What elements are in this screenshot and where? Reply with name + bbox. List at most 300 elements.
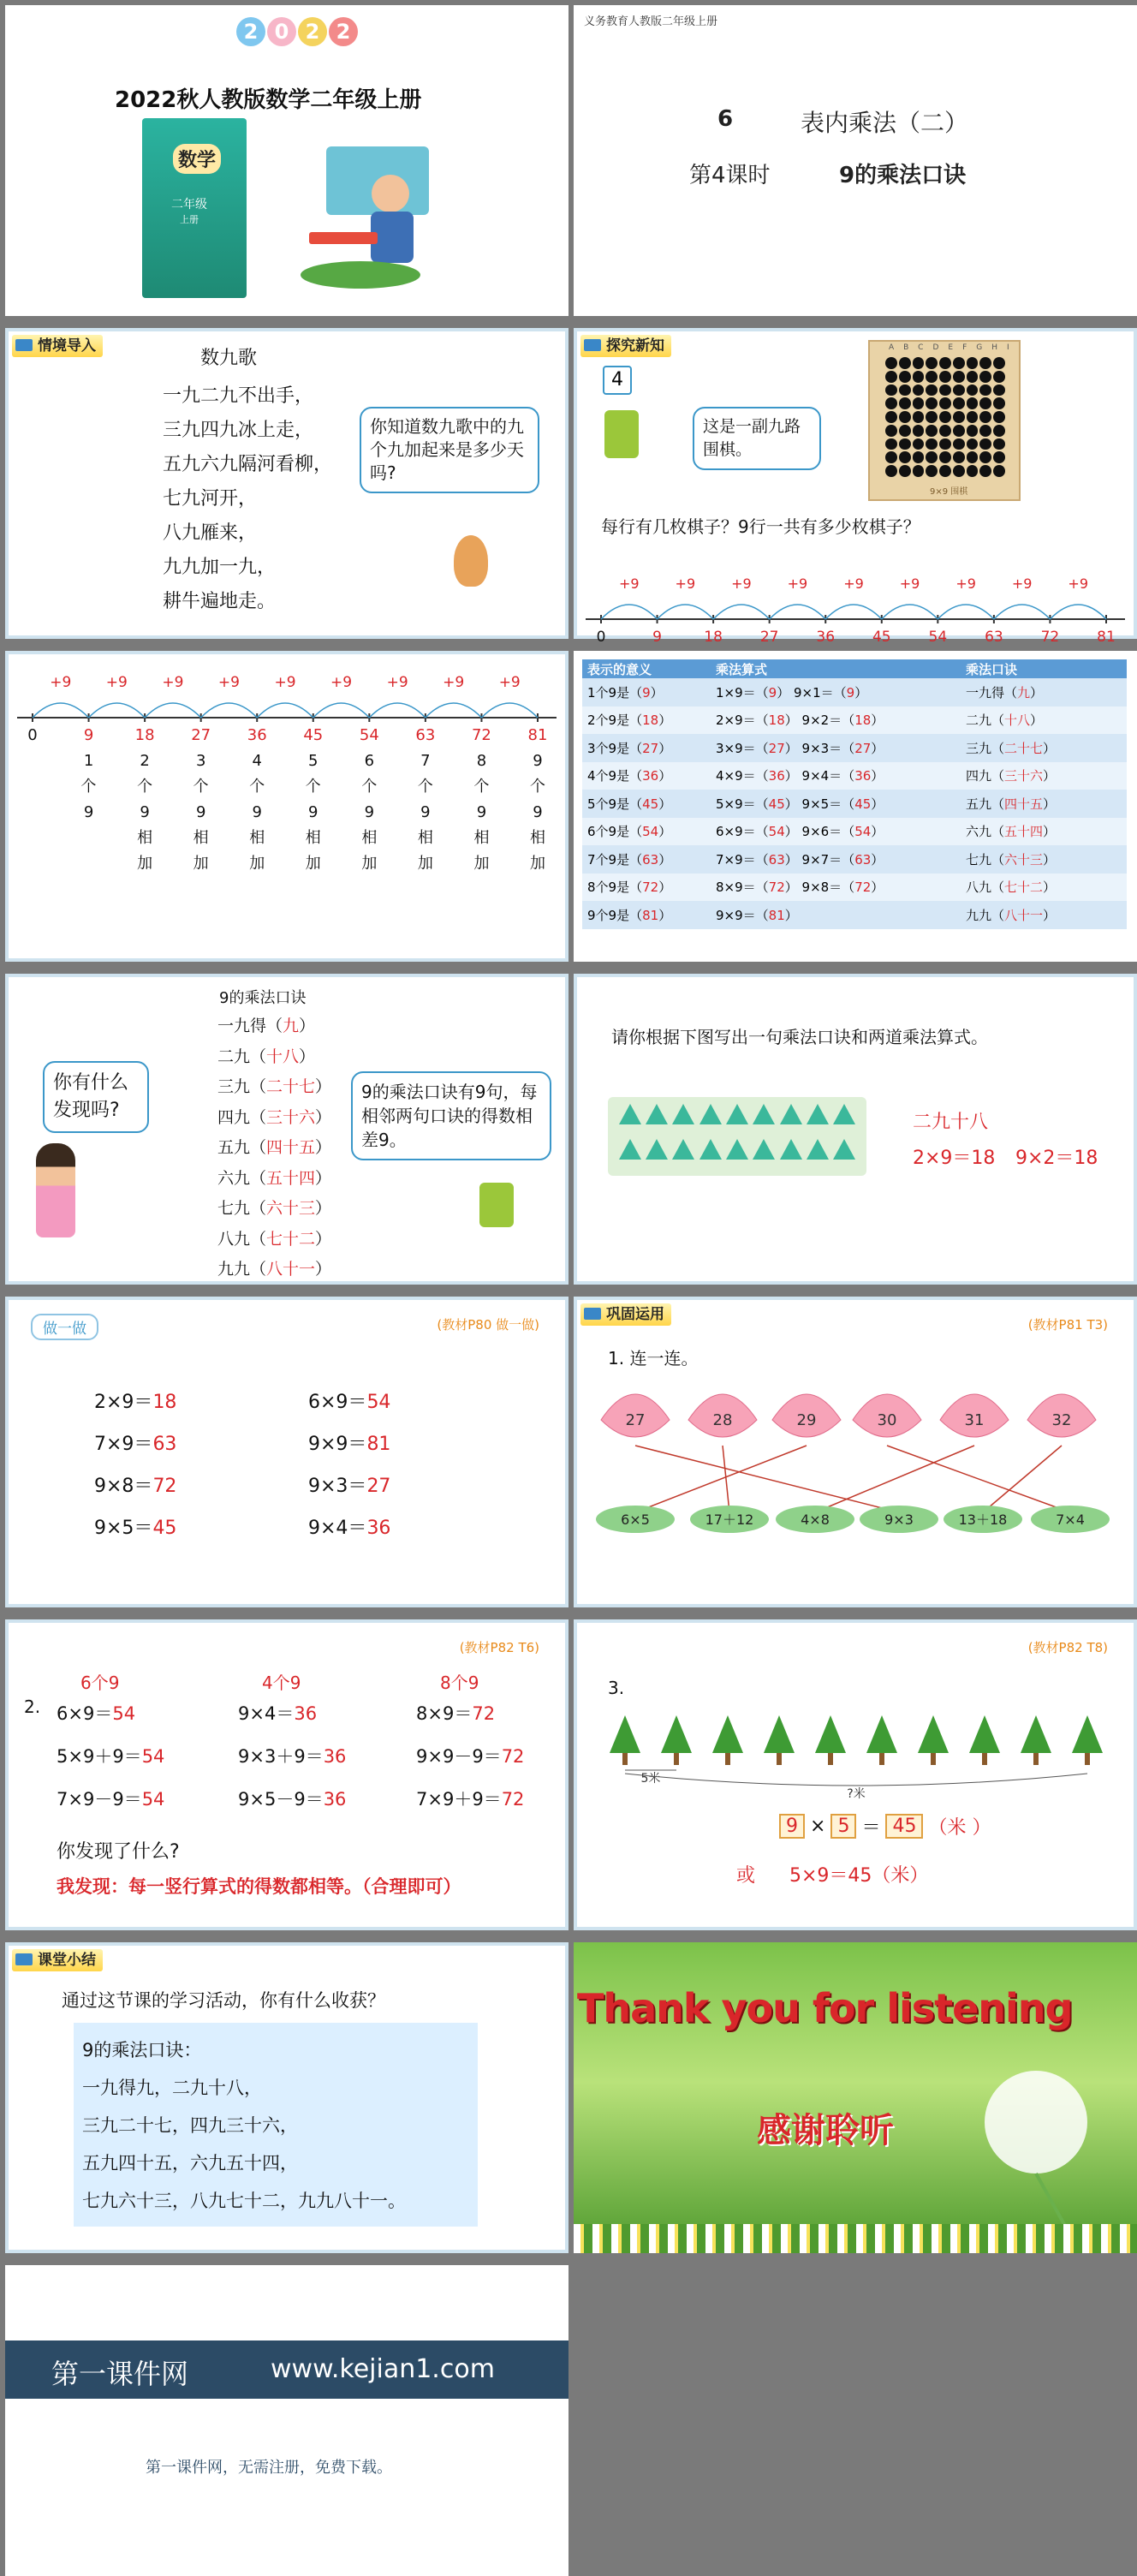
slide-footer — [5, 2265, 568, 2576]
poem-line: 五九六九隔河看柳， — [163, 454, 333, 475]
triangle-icon — [726, 1104, 748, 1124]
triangle-icon — [780, 1104, 802, 1124]
meaning-cell — [582, 734, 711, 762]
cell-text: 9×8＝（ — [801, 880, 855, 896]
cell-text: 9×7＝（ — [801, 851, 855, 868]
flower-label: 28 — [712, 1411, 733, 1429]
jump-label: +9 — [162, 674, 184, 691]
bear-character-icon — [454, 535, 488, 587]
stone — [913, 451, 925, 463]
operator: × — [810, 1816, 826, 1837]
stone — [967, 438, 979, 450]
tick-label: 81 — [1097, 629, 1116, 646]
table-row — [582, 845, 1127, 874]
exercise-item — [308, 1429, 488, 1456]
stone — [926, 451, 938, 463]
stone — [967, 397, 979, 409]
stone — [913, 465, 925, 477]
thanks-chinese: 感谢聆听 — [757, 2111, 894, 2150]
stone — [967, 385, 979, 397]
group-label: 个 — [193, 778, 209, 796]
jump-label: +9 — [274, 674, 296, 691]
stone — [993, 371, 1005, 383]
match-line — [635, 1446, 807, 1512]
tree-icon — [610, 1715, 640, 1753]
cell-text: 一九得（ — [966, 684, 1018, 701]
tree-icon — [1021, 1715, 1051, 1753]
koujue-item — [217, 1194, 331, 1225]
exercise-text: 7×9＝ — [94, 1434, 153, 1455]
table-row — [582, 678, 1127, 707]
table-row — [582, 818, 1127, 846]
jump-arc — [481, 703, 538, 718]
koujue-text: 八九（ — [217, 1229, 267, 1249]
stone — [967, 451, 979, 463]
equation-cell — [711, 678, 959, 707]
col-header: 乘法算式 — [716, 661, 768, 677]
triangle-icon — [833, 1139, 855, 1160]
koujue-cell — [959, 762, 1127, 790]
cell-answer: 36 — [768, 768, 785, 784]
cell-text: ） — [658, 713, 672, 729]
group-label: 9 — [83, 803, 94, 821]
stone — [899, 438, 911, 450]
slide-title — [574, 5, 1137, 316]
cell-text: 4×9＝（ — [716, 768, 769, 784]
cell-answer: 45 — [854, 796, 872, 812]
cell-text: 2个9是（ — [587, 713, 643, 729]
jump-arc — [257, 703, 313, 718]
jump-label: +9 — [899, 575, 920, 592]
tree-icon — [918, 1715, 949, 1753]
koujue-answer: 三十六 — [266, 1107, 316, 1127]
group-label: 相 — [530, 829, 545, 847]
triangle-icon — [807, 1139, 829, 1160]
koujue-cell — [959, 790, 1127, 818]
cell-answer: 九 — [1017, 684, 1031, 701]
exercise-answer: 81 — [366, 1434, 391, 1455]
exercise-answer: 54 — [366, 1392, 391, 1413]
koujue-text: 九九（ — [217, 1260, 267, 1279]
tree-trunk — [1085, 1753, 1090, 1765]
operator: ＝ — [861, 1817, 881, 1839]
group-label: 9 — [252, 803, 262, 821]
match-line — [887, 1446, 1070, 1512]
board-grid — [885, 357, 1005, 477]
section-tag: 做一做 — [31, 1314, 98, 1340]
cell-answer: 9 — [768, 684, 777, 701]
jump-arc — [1050, 605, 1106, 619]
group-label: 1 — [83, 752, 94, 770]
group-label: 6 — [364, 752, 375, 770]
koujue-answer: 四十五 — [266, 1138, 316, 1157]
exercise-text: 7×9＋9＝ — [416, 1789, 502, 1810]
example-number: 4 — [603, 366, 632, 395]
stone — [885, 385, 897, 397]
stone — [926, 438, 938, 450]
prompt: 请你根据下图写出一句乘法口诀和两道乘法算式。 — [611, 1027, 988, 1047]
cell-text: 9×4＝（ — [801, 768, 855, 784]
stone — [885, 411, 897, 423]
group-label: 加 — [305, 855, 321, 873]
stone — [913, 411, 925, 423]
jump-arc — [882, 605, 938, 619]
number-line — [577, 537, 1134, 646]
cell-answer: 18 — [854, 713, 872, 729]
exercise-answer: 72 — [152, 1476, 177, 1497]
jump-arc — [601, 605, 658, 619]
poem-line: 七九河开， — [163, 488, 258, 510]
cell-text: ） — [871, 880, 884, 896]
stone — [993, 451, 1005, 463]
cell-text: ） — [658, 880, 672, 896]
alternative-label: 或 — [736, 1865, 756, 1887]
exercise-answer: 72 — [501, 1746, 525, 1767]
group-label: 9 — [308, 803, 318, 821]
cell-text: ） — [871, 824, 884, 840]
tick-label: 54 — [359, 726, 379, 744]
box-title: 9的乘法口诀： — [82, 2040, 202, 2060]
tick-label: 0 — [596, 629, 606, 646]
jump-arc — [713, 605, 770, 619]
stone — [953, 451, 965, 463]
question: 1. 连一连。 — [608, 1348, 699, 1368]
equation-cell — [711, 874, 959, 902]
koujue-item — [217, 1011, 331, 1042]
koujue-cell — [959, 678, 1127, 707]
table-row — [582, 734, 1127, 762]
koujue-item — [217, 1225, 331, 1255]
poem-line: 一九二九不出手， — [163, 385, 314, 407]
group-label: 加 — [137, 855, 153, 873]
column-header: 6个9 — [80, 1673, 120, 1693]
total-label: ?米 — [847, 1787, 866, 1801]
exercise-answer: 36 — [323, 1789, 347, 1810]
cell-text: 8个9是（ — [587, 880, 643, 896]
tick-label: 18 — [134, 726, 155, 744]
answer-box: 45 — [885, 1814, 923, 1839]
exercise-number: 2. — [24, 1696, 41, 1717]
tick-label: 36 — [816, 629, 836, 646]
stone — [899, 411, 911, 423]
stone — [993, 411, 1005, 423]
cell-text: ） — [1043, 740, 1057, 756]
koujue-text: ） — [315, 1260, 332, 1279]
brand-name: 第一课件网 — [51, 2358, 189, 2390]
exercise-item — [238, 1786, 346, 1811]
jump-arc — [658, 605, 714, 619]
stone — [939, 357, 951, 369]
thanks-english: Thank you for listening — [577, 1985, 1073, 2031]
jump-arc — [426, 703, 482, 718]
stone — [953, 385, 965, 397]
poem-line: 八九雁来， — [163, 522, 258, 544]
cell-text: ） — [1043, 851, 1057, 868]
tick-label: 63 — [985, 629, 1003, 646]
stone — [979, 438, 991, 450]
slide-number-line — [5, 651, 568, 962]
brand-url[interactable]: www.kejian1.com — [271, 2354, 495, 2384]
stone — [913, 438, 925, 450]
exercise-text: 9×3＋9＝ — [238, 1746, 324, 1767]
koujue-answer: 二十七 — [266, 1077, 316, 1096]
finding: 我发现：每一竖行算式的得数都相等。（合理即可） — [57, 1876, 461, 1897]
koujue-answer: 八十一 — [266, 1260, 316, 1279]
meaning-cell — [582, 762, 711, 790]
year-badge — [236, 17, 358, 46]
balloon: 2 — [298, 17, 327, 46]
jump-label: +9 — [843, 575, 864, 592]
unit: （米 ） — [928, 1817, 991, 1839]
cover-title: 2022秋人教版数学二年级上册 — [115, 87, 422, 113]
stone — [967, 357, 979, 369]
koujue-cell — [959, 818, 1127, 846]
lesson-number: 第4课时 — [689, 163, 771, 188]
stone — [979, 357, 991, 369]
leaf-label: 6×5 — [621, 1512, 650, 1528]
group-label: 加 — [417, 855, 433, 873]
tree-trunk — [828, 1753, 833, 1765]
koujue-answer: 六十三 — [266, 1199, 316, 1218]
student-reading-illustration — [292, 129, 463, 301]
book-title: 数学 — [173, 144, 221, 174]
cell-text: ） — [784, 796, 802, 812]
group-label: 个 — [473, 778, 490, 796]
cell-text: ） — [871, 851, 884, 868]
group-label: 加 — [193, 855, 209, 873]
slide-koujue — [5, 974, 568, 1285]
exercise-answer: 54 — [141, 1789, 165, 1810]
koujue-cell — [959, 874, 1127, 902]
summary-line: 五九四十五，六九五十四， — [82, 2153, 298, 2174]
tick-label: 63 — [415, 726, 436, 744]
stone — [993, 465, 1005, 477]
cell-answer: 72 — [854, 880, 872, 896]
stone — [939, 397, 951, 409]
cell-text: 二九（ — [966, 713, 1005, 729]
equation-cell — [711, 818, 959, 846]
section-tag: 情境导入 — [12, 335, 103, 357]
series-header: 义务教育人教版二年级上册 — [584, 15, 718, 28]
jump-arc — [89, 703, 146, 718]
jump-arc — [145, 703, 201, 718]
group-label: 相 — [193, 829, 209, 847]
triangle-icon — [699, 1104, 722, 1124]
koujue-text: ） — [299, 1046, 316, 1066]
stone — [913, 371, 925, 383]
exercise-answer: 63 — [152, 1434, 177, 1455]
cell-text: 9×3＝（ — [801, 740, 855, 756]
match-line — [815, 1446, 974, 1512]
tree-trunk — [982, 1753, 987, 1765]
answer-box: 5 — [830, 1814, 856, 1839]
koujue-text: ） — [315, 1077, 332, 1096]
tick-label: 45 — [303, 726, 324, 744]
exercise-text: 7×9－9＝ — [57, 1789, 142, 1810]
koujue-answer: 七十二 — [266, 1229, 316, 1249]
meaning-cell — [582, 845, 711, 874]
group-label: 相 — [361, 829, 378, 847]
total-brace — [625, 1774, 1087, 1786]
exercise-item — [94, 1429, 308, 1456]
stone — [939, 451, 951, 463]
question: 每行有几枚棋子？9行一共有多少枚棋子？ — [601, 516, 920, 537]
tree-trunk — [931, 1753, 936, 1765]
exercise-text: 9×3＝ — [308, 1476, 367, 1497]
girl-character-icon — [36, 1143, 75, 1237]
group-label: 9 — [420, 803, 431, 821]
stone — [953, 371, 965, 383]
textbook-reference: (教材P82 T8) — [1027, 1640, 1108, 1655]
answer-box: 9 — [779, 1814, 805, 1839]
stone — [913, 385, 925, 397]
stone — [899, 385, 911, 397]
cell-answer: 四十五 — [1004, 796, 1044, 812]
cell-text: 4个9是（ — [587, 768, 643, 784]
textbook-reference: (教材P82 T6) — [459, 1640, 539, 1655]
balloon: 2 — [329, 17, 358, 46]
tree-icon — [1072, 1715, 1103, 1753]
cell-text: 5个9是（ — [587, 796, 643, 812]
stone — [939, 411, 951, 423]
group-label: 9 — [364, 803, 375, 821]
cell-text: 9×5＝（ — [801, 796, 855, 812]
tick-label: 18 — [704, 629, 723, 646]
stone — [993, 397, 1005, 409]
book-volume: 上册 — [180, 214, 199, 225]
cell-answer: 36 — [854, 768, 872, 784]
equation-cell — [711, 734, 959, 762]
exercise-item — [308, 1471, 488, 1498]
tree-trunk — [777, 1753, 782, 1765]
equation-answer: 2×9＝18 — [913, 1148, 996, 1169]
table-row — [582, 707, 1127, 735]
exercise-answer: 18 — [152, 1392, 177, 1413]
jump-label: +9 — [618, 575, 640, 592]
unit-number: 6 — [717, 106, 734, 132]
meaning-cell — [582, 707, 711, 735]
column-header: 4个9 — [262, 1673, 301, 1693]
cell-answer: 54 — [854, 824, 872, 840]
cell-answer: 27 — [768, 740, 785, 756]
koujue-cell — [959, 901, 1127, 929]
jump-label: +9 — [675, 575, 696, 592]
group-label: 加 — [530, 855, 545, 873]
cell-text: 三九（ — [966, 740, 1005, 756]
cell-text: ） — [1043, 768, 1057, 784]
cell-answer: 63 — [854, 851, 872, 868]
book-character-icon — [479, 1183, 514, 1227]
question: 你发现了什么? — [57, 1841, 180, 1863]
tree-icon — [815, 1715, 846, 1753]
stone — [979, 451, 991, 463]
footer-note: 第一课件网，无需注册，免费下载。 — [146, 2459, 392, 2477]
jump-label: +9 — [731, 575, 752, 592]
stone — [899, 465, 911, 477]
jump-label: +9 — [105, 674, 128, 691]
cell-text: 9×2＝（ — [801, 713, 855, 729]
tree-icon — [661, 1715, 692, 1753]
group-label: 8 — [476, 752, 487, 770]
stone — [939, 425, 951, 437]
group-label: 7 — [420, 752, 431, 770]
group-label: 9 — [476, 803, 487, 821]
multiplication-table — [582, 659, 1127, 929]
cell-answer: 63 — [768, 851, 785, 868]
jump-arc — [369, 703, 426, 718]
cell-text: ） — [1030, 684, 1044, 701]
cell-text: ） — [871, 796, 884, 812]
cell-answer: 五十四 — [1004, 824, 1044, 840]
tick-label: 0 — [27, 726, 38, 744]
stone — [899, 451, 911, 463]
cell-text: ） — [1030, 713, 1044, 729]
speech-bubble: 这是一副九路围棋。 — [693, 407, 821, 470]
leaf-label: 17＋12 — [705, 1512, 754, 1528]
jump-label: +9 — [1068, 575, 1089, 592]
exercise-item — [238, 1700, 317, 1726]
cell-text: 8×9＝（ — [716, 880, 769, 896]
group-label: 个 — [305, 778, 321, 796]
koujue-item — [217, 1133, 331, 1164]
section-tag: 巩固运用 — [580, 1303, 671, 1326]
meaning-cell — [582, 790, 711, 818]
stone — [885, 425, 897, 437]
group-label: 个 — [137, 778, 153, 796]
stone — [953, 397, 965, 409]
stone — [926, 357, 938, 369]
exercise-item — [238, 1743, 346, 1768]
koujue-cell — [959, 734, 1127, 762]
jump-label: +9 — [386, 674, 408, 691]
stone — [899, 357, 911, 369]
cell-answer: 54 — [768, 824, 785, 840]
cell-text: ） — [1043, 796, 1057, 812]
tree-trunk — [674, 1753, 679, 1765]
koujue-title: 9的乘法口诀 — [219, 989, 307, 1007]
speech-bubble: 你知道数九歌中的九个九加起来是多少天吗? — [360, 407, 539, 493]
koujue-answer: 十八 — [266, 1046, 300, 1066]
cell-text: ） — [777, 684, 794, 701]
tick-label: 27 — [759, 629, 779, 646]
cell-answer: 27 — [854, 740, 872, 756]
stone — [939, 371, 951, 383]
tree-trunk — [1033, 1753, 1039, 1765]
speech-bubble: 你有什么发现吗? — [43, 1061, 149, 1133]
cell-text: 六九（ — [966, 824, 1005, 840]
group-label: 相 — [137, 829, 153, 847]
stone — [926, 411, 938, 423]
jump-label: +9 — [50, 674, 72, 691]
cell-answer: 54 — [642, 824, 659, 840]
triangle-icon — [780, 1139, 802, 1160]
textbook-reference: (教材P80 做一做) — [437, 1317, 539, 1333]
cell-answer: 45 — [768, 796, 785, 812]
exercise-answer: 45 — [152, 1518, 177, 1539]
exercise-answer: 54 — [141, 1746, 165, 1767]
cell-text: 9×9＝（ — [716, 907, 769, 923]
koujue-text: 六九（ — [217, 1168, 267, 1188]
cell-answer: 45 — [642, 796, 659, 812]
board-caption: 9×9 围棋 — [930, 487, 968, 497]
triangle-icon — [672, 1139, 694, 1160]
question: 通过这节课的学习活动，你有什么收获？ — [62, 1990, 385, 2011]
jump-label: +9 — [330, 674, 353, 691]
cell-text: 四九（ — [966, 768, 1005, 784]
stone — [967, 425, 979, 437]
exercise-text: 9×5－9＝ — [238, 1789, 324, 1810]
cell-text: 6个9是（ — [587, 824, 643, 840]
